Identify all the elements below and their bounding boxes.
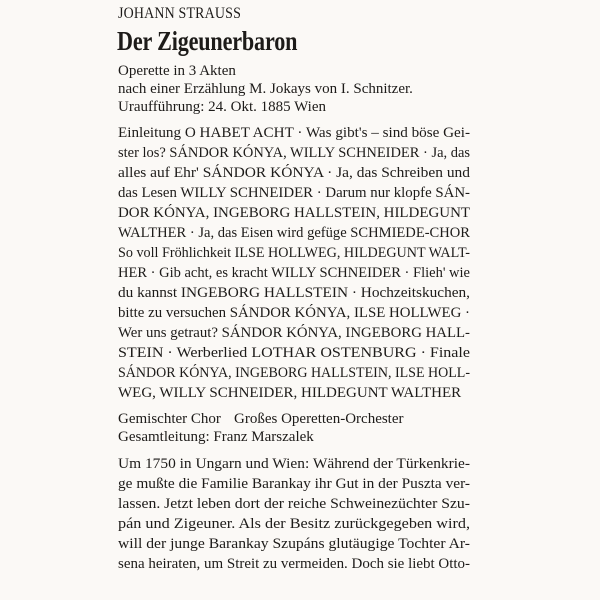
- tracklist-line: ster los? SÁNDOR KÓNYA, WILLY SCHNEIDER · Ja, das: [118, 145, 470, 161]
- tracklist-line: WALTHER · Ja, das Eisen wird gefüge SCHMIEDE-CHOR: [118, 225, 470, 241]
- subtitle-line: Uraufführung: 24. Okt. 1885 Wien: [118, 99, 326, 115]
- tracklist-line: WEG, WILLY SCHNEIDER, HILDEGUNT WALTHER: [118, 385, 462, 401]
- tracklist-line: bitte zu versuchen SÁNDOR KÓNYA, ILSE HOLLWEG ·: [118, 305, 470, 321]
- tracklist-line: HER · Gib acht, es kracht WILLY SCHNEIDER · Flieh' wie: [118, 265, 470, 281]
- synopsis-line: will der junge Barankay Szupáns glutäugige Tochter Ar-: [118, 536, 470, 552]
- tracklist-line: alles auf Ehr' SÁNDOR KÓNYA · Ja, das Schreiben und: [118, 165, 470, 181]
- tracklist-line: das Lesen WILLY SCHNEIDER · Darum nur klopfe SÁN-: [118, 185, 470, 201]
- work-title: Der Zigeunerbaron: [117, 26, 298, 56]
- synopsis-line: pán und Zigeuner. Als der Besitz zurückgegeben wird,: [118, 516, 470, 532]
- credits-row: [118, 410, 470, 428]
- composer-name: JOHANN STRAUSS: [118, 5, 242, 22]
- synopsis-line: lassen. Jetzt leben dort der reiche Schweinezüchter Szu-: [118, 496, 470, 512]
- subtitle-line: nach einer Erzählung M. Jokays von I. Schnitzer.: [118, 81, 413, 97]
- synopsis-line: Um 1750 in Ungarn und Wien: Während der Türkenkrie-: [118, 456, 470, 472]
- conductor-credit: Gesamtleitung: Franz Marszalek: [118, 429, 314, 445]
- synopsis-line: ge mußte die Familie Barankay ihr Gut in der Puszta ver-: [118, 476, 470, 492]
- chorus-credit: Gemischter Chor: [118, 411, 221, 427]
- tracklist-line: DOR KÓNYA, INGEBORG HALLSTEIN, HILDEGUNT: [118, 205, 470, 221]
- tracklist-line: du kannst INGEBORG HALLSTEIN · Hochzeitskuchen,: [118, 285, 470, 301]
- tracklist-line: Wer uns getraut? SÁNDOR KÓNYA, INGEBORG HALL-: [118, 325, 470, 341]
- orchestra-credit: Großes Operetten-Orchester: [234, 411, 404, 427]
- subtitle-line: Operette in 3 Akten: [118, 63, 236, 79]
- synopsis-line: sena heiraten, um Streit zu vermeiden. Doch sie liebt Otto-: [118, 556, 470, 572]
- tracklist-line: SÁNDOR KÓNYA, INGEBORG HALLSTEIN, ILSE HOLL-: [118, 365, 470, 381]
- tracklist-line: So voll Fröhlichkeit ILSE HOLLWEG, HILDEGUNT WALT-: [118, 245, 470, 261]
- tracklist-line: Einleitung O HABET ACHT · Was gibt's – sind böse Gei-: [118, 125, 470, 141]
- tracklist-line: STEIN · Werberlied LOTHAR OSTENBURG · Finale: [118, 345, 470, 361]
